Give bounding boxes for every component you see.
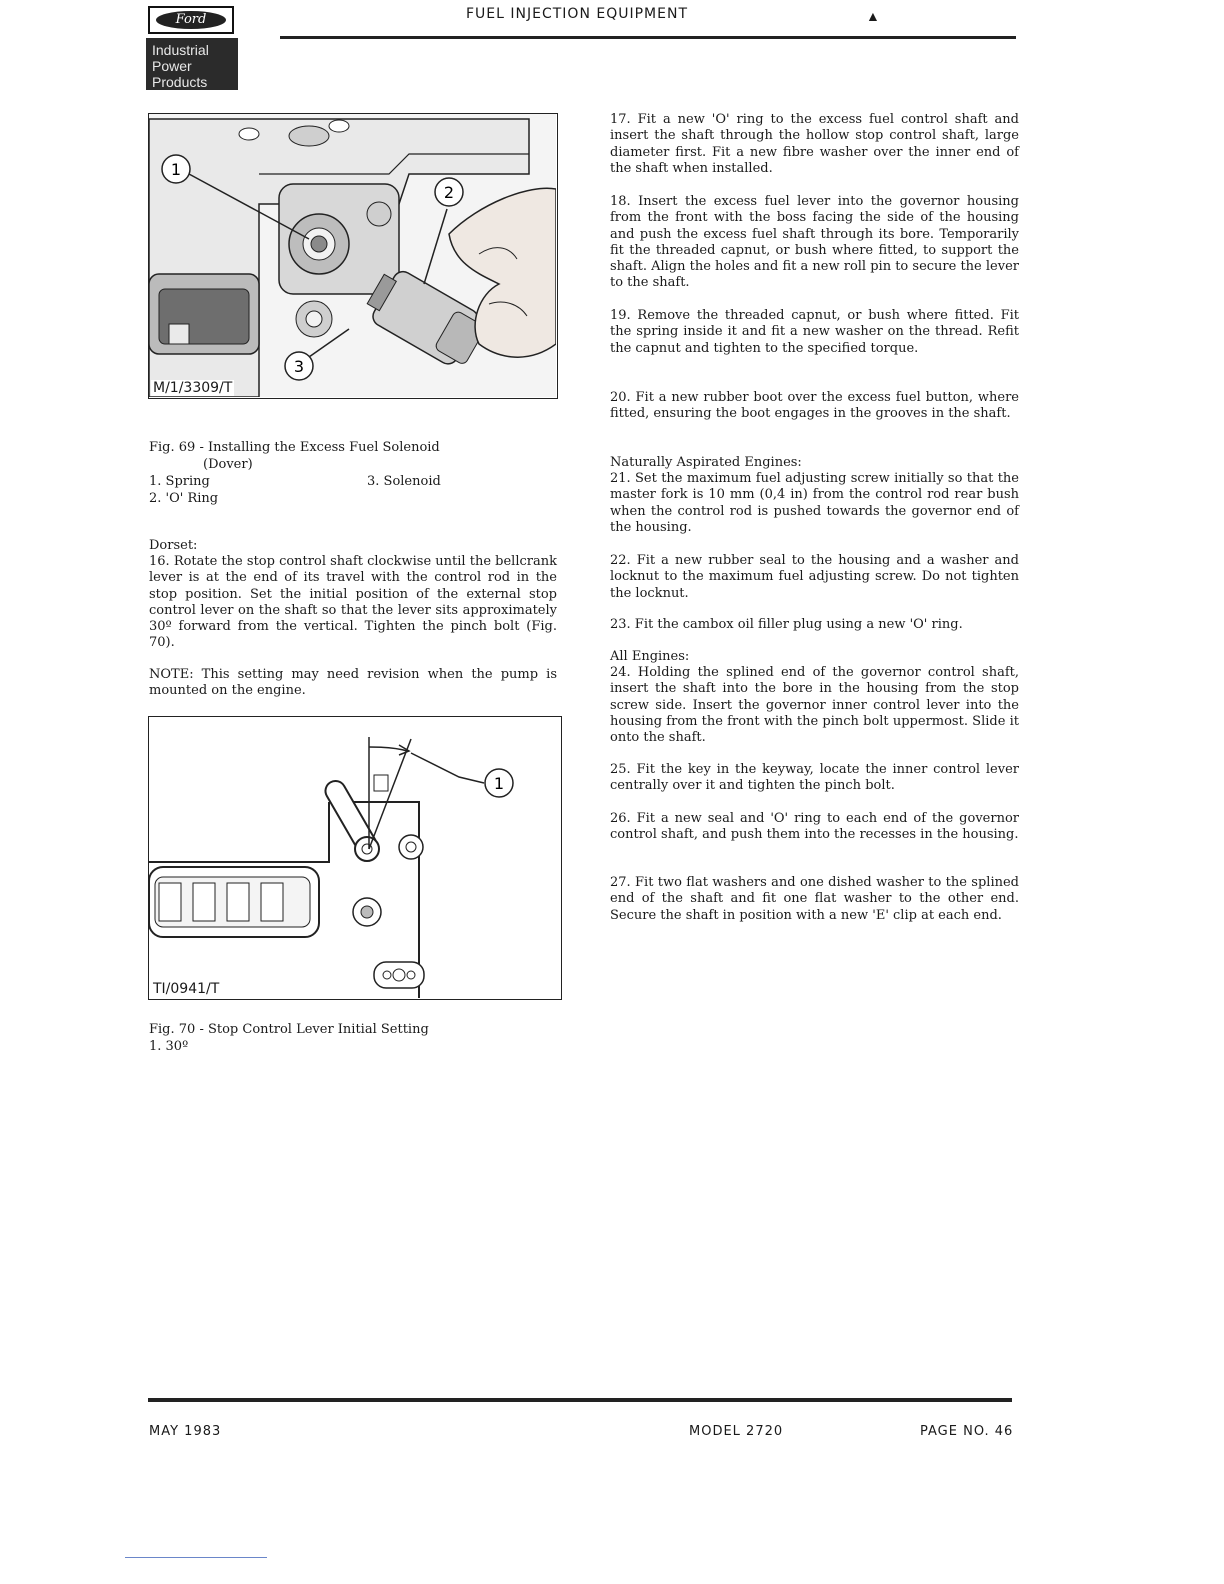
dorset-heading: Dorset: [149,538,198,553]
figure-69-legend-2: 2. 'O' Ring [149,491,219,506]
step-17: 17. Fit a new 'O' ring to the excess fuel control shaft and insert the shaft through the hollow stop control shaft, large diameter first. Fit a new fibre washer over the inner end of the shaft when installed. [610,112,1019,176]
step-16: 16. Rotate the stop control shaft clockwise until the bellcrank lever is at the end of its travel with the control rod in the stop position. Set the initial position of the external stop control lever on the shaft so that the lever sits approximately 30º forward from the vertical. Tighten the pinch bolt (Fig. 70). [149,554,557,651]
stop-lever-illustration [149,717,560,998]
note: NOTE: This setting may need revision when the pump is mounted on the engine. [149,667,557,699]
bottom-link-underline [125,1557,267,1558]
callout-3: 3 [293,357,305,376]
callout-2: 2 [443,183,455,202]
figure-69-photo [148,113,558,399]
footer-rule [148,1398,1012,1402]
fig70-callout-1: 1 [493,774,505,793]
footer-page-number: PAGE NO. 46 [920,1424,1014,1439]
ford-wordmark: Ford [156,11,226,29]
ford-logo [146,6,238,88]
header-rule [280,36,1016,39]
step-25: 25. Fit the key in the keyway, locate the inner control lever centrally over it and tighten the pinch bolt. [610,762,1019,794]
step-19: 19. Remove the threaded capnut, or bush where fitted. Fit the spring inside it and fit a new washer on the thread. Refit the capnut and tighten to the specified torque. [610,308,1019,356]
ford-oval [148,6,234,34]
figure-70-caption: Fig. 70 - Stop Control Lever Initial Setting [149,1022,429,1037]
header-mark-icon: ▲ [866,8,880,24]
step-23: 23. Fit the cambox oil filler plug using a new 'O' ring. [610,617,963,632]
page-header-title: FUEL INJECTION EQUIPMENT [466,6,689,22]
step-21: 21. Set the maximum fuel adjusting screw initially so that the master fork is 10 mm (0,4 in) from the control rod rear bush when the control rod is pushed towards the governor end of the housing. [610,471,1019,535]
naturally-aspirated-heading: Naturally Aspirated Engines: [610,455,802,470]
footer-date: MAY 1983 [149,1424,222,1439]
step-20: 20. Fit a new rubber boot over the excess fuel button, where fitted, ensuring the boot engages in the grooves in the shaft. [610,390,1019,422]
figure-69-caption: Fig. 69 - Installing the Excess Fuel Solenoid [149,440,440,455]
all-engines-heading: All Engines: [610,649,690,664]
solenoid-illustration [149,114,556,397]
figure-69-legend-1: 1. Spring [149,474,210,489]
step-26: 26. Fit a new seal and 'O' ring to each end of the governor control shaft, and push them into the recesses in the housing. [610,811,1019,843]
figure-69-caption-sub: (Dover) [203,457,253,472]
figure-69-legend-3: 3. Solenoid [367,474,441,489]
figure-70-drawing [148,716,562,1000]
industrial-power-products-badge: Industrial Power Products [146,38,238,90]
figure-70-code: TI/0941/T [153,981,220,997]
figure-70-legend: 1. 30º [149,1039,189,1054]
step-18: 18. Insert the excess fuel lever into the governor housing from the front with the boss facing the side of the housing and push the excess fuel shaft through its bore. Temporarily fit the threaded capnut, or bush where fitted, to support the shaft. Align the holes and fit a new roll pin to secure the lever to the shaft. [610,194,1019,291]
step-24: 24. Holding the splined end of the governor control shaft, insert the shaft into the bore in the housing from the stop screw side. Insert the governor inner control lever into the housing from the front with the pinch bolt uppermost. Slide it onto the shaft. [610,665,1019,746]
step-27: 27. Fit two flat washers and one dished washer to the splined end of the shaft and fit one flat washer to the other end. Secure the shaft in position with a new 'E' clip at each end. [610,875,1019,923]
step-22: 22. Fit a new rubber seal to the housing and a washer and locknut to the maximum fuel adjusting screw. Do not tighten the locknut. [610,553,1019,601]
callout-1: 1 [170,160,182,179]
figure-69-code: M/1/3309/T [153,380,233,396]
footer-model: MODEL 2720 [689,1424,784,1439]
